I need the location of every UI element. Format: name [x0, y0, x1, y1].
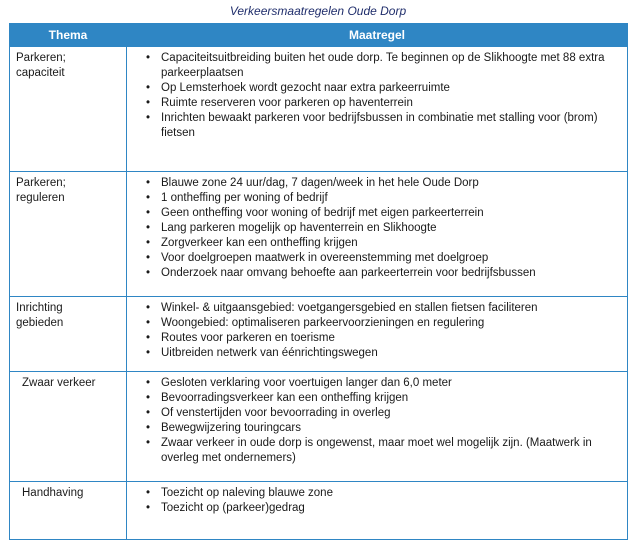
- list-item: • Gesloten verklaring voor voertuigen langer dan 6,0 meter: [161, 376, 621, 391]
- theme-line: Parkeren;: [16, 52, 66, 64]
- list-item: • Geen ontheffing voor woning of bedrijf met eigen parkeerterrein: [161, 206, 621, 221]
- measure-list: [133, 376, 621, 466]
- list-item: • Toezicht op naleving blauwe zone: [161, 486, 621, 501]
- list-item: • Woongebied: optimaliseren parkeervoorzieningen en regulering: [161, 316, 621, 331]
- theme-cell: [10, 482, 127, 540]
- table-header-row: [10, 24, 628, 47]
- theme-cell: [10, 47, 127, 172]
- measure-cell: [127, 172, 628, 297]
- measures-table: [9, 23, 628, 540]
- list-item: • Op Lemsterhoek wordt gezocht naar extra parkeerruimte: [161, 81, 621, 96]
- list-item: • Onderzoek naar omvang behoefte aan parkeerterrein voor bedrijfsbussen: [161, 266, 621, 281]
- list-item: • 1 ontheffing per woning of bedrijf: [161, 191, 621, 206]
- measure-cell: [127, 482, 628, 540]
- list-item: • Bewegwijzering touringcars: [161, 421, 621, 436]
- list-item: • Zorgverkeer kan een ontheffing krijgen: [161, 236, 621, 251]
- theme-cell: [10, 372, 127, 482]
- measure-list: [133, 176, 621, 281]
- theme-line: Inrichting: [16, 302, 63, 314]
- measure-cell: [127, 372, 628, 482]
- table-caption: Verkeersmaatregelen Oude Dorp: [229, 4, 407, 18]
- theme-cell: [10, 297, 127, 372]
- table-row: [10, 297, 628, 372]
- theme-line: Zwaar verkeer: [22, 377, 96, 389]
- header-theme: Thema: [10, 24, 127, 47]
- table-row: [10, 372, 628, 482]
- list-item: • Toezicht op (parkeer)gedrag: [161, 501, 621, 516]
- list-item: • Lang parkeren mogelijk op haventerrein en Slikhoogte: [161, 221, 621, 236]
- list-item: • Winkel- & uitgaansgebied: voetgangersgebied en stallen fietsen faciliteren: [161, 301, 621, 316]
- list-item: • Of venstertijden voor bevoorrading in overleg: [161, 406, 621, 421]
- measure-cell: [127, 297, 628, 372]
- theme-line: capaciteit: [16, 67, 65, 79]
- measure-list: [133, 301, 621, 361]
- header-measure: Maatregel: [127, 24, 628, 47]
- list-item: • Voor doelgroepen maatwerk in overeenstemming met doelgroep: [161, 251, 621, 266]
- theme-line: Handhaving: [22, 487, 84, 499]
- theme-line: Parkeren;: [16, 177, 66, 189]
- list-item: • Ruimte reserveren voor parkeren op haventerrein: [161, 96, 621, 111]
- list-item: • Bevoorradingsverkeer kan een ontheffing krijgen: [161, 391, 621, 406]
- theme-line: reguleren: [16, 192, 65, 204]
- table-row: [10, 482, 628, 540]
- list-item: • Routes voor parkeren en toerisme: [161, 331, 621, 346]
- list-item: • Uitbreiden netwerk van éénrichtingswegen: [161, 346, 621, 361]
- list-item: • Blauwe zone 24 uur/dag, 7 dagen/week in het hele Oude Dorp: [161, 176, 621, 191]
- theme-cell: [10, 172, 127, 297]
- list-item: • Inrichten bewaakt parkeren voor bedrijfsbussen in combinatie met stalling voor (brom) fietsen: [161, 111, 621, 141]
- theme-line: gebieden: [16, 317, 64, 329]
- list-item: • Capaciteitsuitbreiding buiten het oude dorp. Te beginnen op de Slikhoogte met 88 extra parkeerplaatsen: [161, 51, 621, 81]
- measure-list: [133, 486, 621, 516]
- table-row: [10, 47, 628, 172]
- measure-list: [133, 51, 621, 141]
- list-item: • Zwaar verkeer in oude dorp is ongewenst, maar moet wel mogelijk zijn. (Maatwerk in overleg met ondernemers): [161, 436, 621, 466]
- measure-cell: [127, 47, 628, 172]
- table-row: [10, 172, 628, 297]
